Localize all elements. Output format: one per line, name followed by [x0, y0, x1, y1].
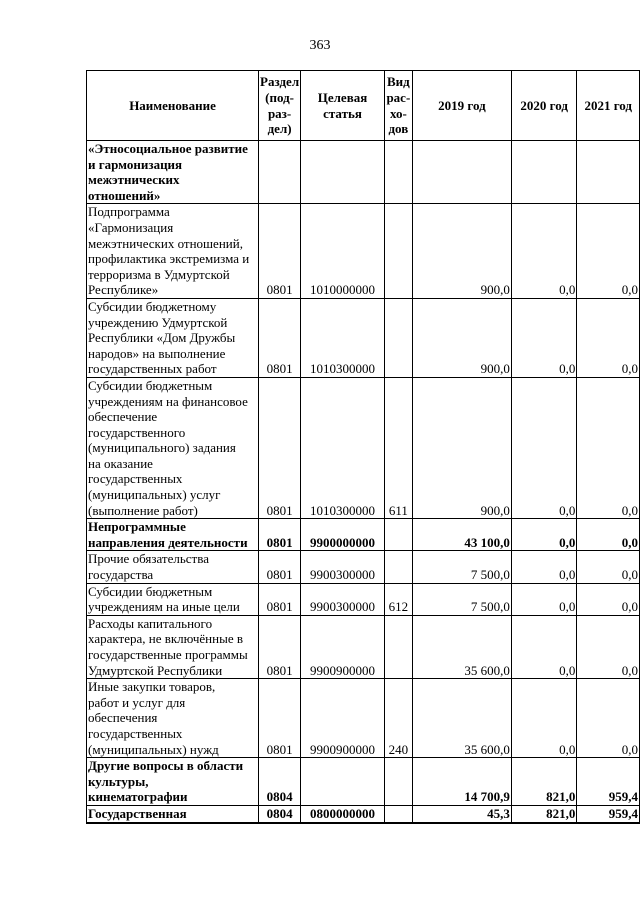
row-name: Субсидии бюджетным учреждениям на иные цели [87, 583, 259, 615]
row-2019: 900,0 [412, 298, 511, 377]
row-2020: 0,0 [511, 519, 577, 551]
row-2021: 0,0 [577, 615, 640, 678]
row-name: «Этносоциальное развитие и гармонизация межэтнических отношений» [87, 141, 259, 204]
row-2021: 0,0 [577, 679, 640, 758]
row-2020: 821,0 [511, 805, 577, 822]
row-section: 0801 [259, 551, 301, 583]
row-target [301, 141, 385, 204]
row-name: Прочие обязательства государства [87, 551, 259, 583]
row-expense-type [384, 758, 412, 806]
row-name: Другие вопросы в области культуры, кинематографии [87, 758, 259, 806]
row-expense-type [384, 141, 412, 204]
header-2021: 2021 год [577, 71, 640, 141]
row-2020: 0,0 [511, 615, 577, 678]
row-target: 0800000000 [301, 805, 385, 822]
row-2019: 35 600,0 [412, 679, 511, 758]
table-row [87, 805, 640, 822]
row-2021: 0,0 [577, 377, 640, 518]
row-section: 0801 [259, 298, 301, 377]
row-name: Субсидии бюджетному учреждению Удмуртской Республики «Дом Дружбы народов» на выполнение государственных работ [87, 298, 259, 377]
page-number: 363 [309, 38, 331, 53]
row-target: 9900300000 [301, 551, 385, 583]
row-expense-type [384, 551, 412, 583]
row-target: 1010300000 [301, 298, 385, 377]
row-name: Субсидии бюджетным учреждениям на финансовое обеспечение государственного (муниципального) задания на оказание государственных (муниципальных) услуг (выполнение работ) [87, 377, 259, 518]
row-target: 1010000000 [301, 204, 385, 299]
row-section: 0804 [259, 805, 301, 822]
row-2020: 0,0 [511, 204, 577, 299]
row-2019 [412, 141, 511, 204]
header-2019: 2019 год [412, 71, 511, 141]
budget-table [86, 70, 640, 824]
row-2019: 7 500,0 [412, 551, 511, 583]
row-target: 9900900000 [301, 679, 385, 758]
row-section: 0801 [259, 204, 301, 299]
row-section [259, 141, 301, 204]
row-2020: 821,0 [511, 758, 577, 806]
row-2021: 959,4 [577, 805, 640, 822]
row-2020 [511, 141, 577, 204]
row-2021: 0,0 [577, 551, 640, 583]
table-row [87, 204, 640, 299]
header-2020: 2020 год [511, 71, 577, 141]
header-expense-type: Вид рас- хо- дов [384, 71, 412, 141]
row-section: 0801 [259, 583, 301, 615]
row-expense-type [384, 298, 412, 377]
row-section: 0801 [259, 519, 301, 551]
row-2019: 7 500,0 [412, 583, 511, 615]
header-section: Раздел (под- раз- дел) [259, 71, 301, 141]
row-name: Непрограммные направления деятельности [87, 519, 259, 551]
row-2019: 900,0 [412, 204, 511, 299]
table-row [87, 551, 640, 583]
row-expense-type [384, 204, 412, 299]
row-section: 0801 [259, 615, 301, 678]
row-name: Подпрограмма «Гармонизация межэтнических отношений, профилактика экстремизма и терроризма в Удмуртской Республике» [87, 204, 259, 299]
row-name: Государственная [87, 805, 259, 822]
row-name: Расходы капитального характера, не включённые в государственные программы Удмуртской Республики [87, 615, 259, 678]
row-expense-type: 612 [384, 583, 412, 615]
table-row [87, 583, 640, 615]
row-2019: 900,0 [412, 377, 511, 518]
row-target: 9900300000 [301, 583, 385, 615]
row-2020: 0,0 [511, 679, 577, 758]
row-section: 0801 [259, 377, 301, 518]
row-expense-type [384, 615, 412, 678]
row-2021: 0,0 [577, 519, 640, 551]
row-section: 0804 [259, 758, 301, 806]
header-name: Наименование [87, 71, 259, 141]
table-row [87, 758, 640, 806]
row-target: 9900900000 [301, 615, 385, 678]
row-2020: 0,0 [511, 583, 577, 615]
table-row [87, 679, 640, 758]
row-section: 0801 [259, 679, 301, 758]
row-2020: 0,0 [511, 298, 577, 377]
row-target: 9900000000 [301, 519, 385, 551]
row-2019: 14 700,9 [412, 758, 511, 806]
row-2019: 45,3 [412, 805, 511, 822]
header-target: Целевая статья [301, 71, 385, 141]
row-2021: 959,4 [577, 758, 640, 806]
row-2021: 0,0 [577, 204, 640, 299]
row-2021: 0,0 [577, 298, 640, 377]
row-expense-type [384, 519, 412, 551]
row-expense-type: 611 [384, 377, 412, 518]
table-row [87, 141, 640, 204]
row-2020: 0,0 [511, 377, 577, 518]
table-header-row [87, 71, 640, 141]
row-2020: 0,0 [511, 551, 577, 583]
table-row [87, 298, 640, 377]
row-2019: 35 600,0 [412, 615, 511, 678]
table-row [87, 615, 640, 678]
row-expense-type [384, 805, 412, 822]
table-row [87, 377, 640, 518]
row-target: 1010300000 [301, 377, 385, 518]
row-name: Иные закупки товаров, работ и услуг для обеспечения государственных (муниципальных) нужд [87, 679, 259, 758]
row-expense-type: 240 [384, 679, 412, 758]
row-2021: 0,0 [577, 583, 640, 615]
table-row [87, 519, 640, 551]
row-2019: 43 100,0 [412, 519, 511, 551]
row-2021 [577, 141, 640, 204]
row-target [301, 758, 385, 806]
